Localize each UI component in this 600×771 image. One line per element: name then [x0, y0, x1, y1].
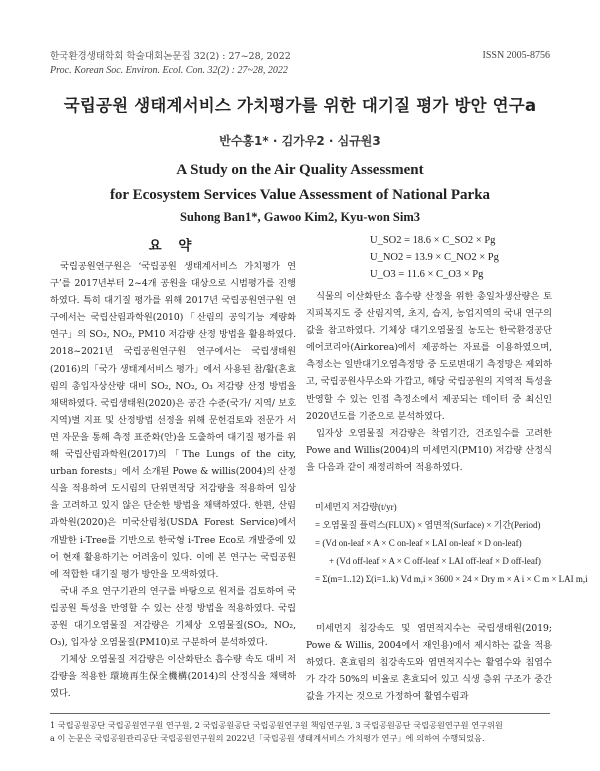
body-paragraph: 식물의 이산화탄소 흡수량 산정을 위한 총일차생산량은 토지피복지도 중 산림지역, 초지, 습지, 농업지역의 국내 연구의 값을 참고하였다. 기체상 대기오염물질 농도는 한국환경공단 에어코리아(Airkorea)에서 제공하는 자료를 이용하였으며, 측정소는 일반대기오염측정망 중 도로변대기 측정망은 제외하고, 국립공원사무소와 가깝고, 해당 국립공원의 지역적 특성을 반영할 수 있는 인접 측정소에서 제공되는 데이터 중 최신인 2020년도를 기준으로 분석하였다. [306, 291, 552, 422]
right-column-bottom [306, 620, 552, 705]
gas-equations [370, 232, 499, 283]
abstract-heading: 요 약 [148, 238, 198, 254]
footnote-affiliations: 1 국립공원공단 국립공원연구원 연구원, 2 국립공원공단 국립공원연구원 책임연구원, 3 국립공원공단 국립공원연구원 연구위원 [50, 720, 503, 730]
abstract-left-column [50, 258, 296, 702]
formula-line: = (Vd on-leaf × A × C on-leaf × LAI on-leaf × D on-leaf) [315, 538, 522, 548]
right-column-top [306, 288, 552, 476]
title-english [0, 158, 600, 208]
formula-line: + (Vd off-leaf × A × C off-leaf × LAI off-leaf × D off-leaf) [329, 556, 541, 566]
equation-no2: U_NO2 = 13.9 × C_NO2 × Pg [370, 252, 499, 263]
formula-line: = 오염물질 플럭스(FLUX) × 엽면적(Surface) × 기간(Period) [315, 520, 541, 530]
equation-o3: U_O3 = 11.6 × C_O3 × Pg [370, 269, 484, 280]
body-paragraph: 미세먼지 침강속도 및 엽면적지수는 국립생태원(2019; Powe & Willis, 2004에서 재인용)에서 제시하는 값을 적용하였다. 혼효림의 침강속도와 엽면적지수는 활엽수와 침엽수가 각각 50%의 비율로 혼효되어 있고 식생 층위 구조가 중간값을 가지는 것으로 가정하여 활엽수림과 [306, 623, 552, 703]
pm10-formula [315, 498, 588, 588]
abstract-paragraph: 국내 주요 연구기관의 연구를 바탕으로 원저를 검토하여 국립공원 특성을 반영할 수 있는 산정 방법을 적용하였다. 국립공원 대기오염물질 저감량은 기체상 오염물질(SO₂, NO₂, O₃), 입자상 오염물질(PM10)로 구분하여 분석하였다. [50, 585, 296, 649]
body-paragraph: 입자상 오염물질 저감량은 착엽기간, 건조일수를 고려한 Powe and Willis(2004)의 미세먼지(PM10) 저감량 산정식을 다음과 같이 재정리하여 적용하였다. [306, 427, 552, 473]
authors-korean: 반수홍1* · 김가우2 · 심규원3 [219, 134, 381, 148]
abstract-paragraph: 기체상 오염물질 저감량은 이산화탄소 흡수량 속도 대비 저감량을 적용한 環境再生保全機構(2014)의 산정식을 채택하였다. [50, 654, 296, 700]
journal-header [50, 50, 291, 78]
title-korean: 국립공원 생태계서비스 가치평가를 위한 대기질 평가 방안 연구a [63, 96, 537, 115]
title-english-line-1: A Study on the Air Quality Assessment [176, 162, 424, 178]
formula-title: 미세먼지 저감량(t/yr) [315, 502, 397, 512]
authors-english: Suhong Ban1*, Gawoo Kim2, Kyu-won Sim3 [180, 210, 420, 224]
abstract-paragraph: 국립공원연구원은 ‘국립공원 생태계서비스 가치평가 연구’를 2017년부터 2~4개 공원을 대상으로 시범평가를 진행하였다. 특히 대기질 평가를 위해 2017년 국립공원연구원 연구에서는 국립산림과학원(2010)「산림의 공익기능 계량화 연구」의 SO₂, NO₂, PM10 저감량 산정 방법을 활용하였다. 2018~2021년 국립공원연구원 연구에서는 국립생태원(2016)의「국가 생태계서비스 평가」에서 사용된 참/활(혼효림의 총입자상산량 대비 SO₂, NO₂, O₃ 저감량 산정 방법을 채택하였다. 국립생태원(2020)은 공간 수준(국가/ 지역/ 보호지역)별 지표 및 산정방법 선정을 위해 문헌검토와 전문가 서면 자문을 통해 측정 표준화(안)을 도출하여 대기질 평가를 위해 국립산림과학원(2017)의「The Lungs of the city, urban forests」에서 소개된 Powe & willis(2004)의 산정식을 적용하여 도시림의 단위면적당 저감량을 적용하여 임상을 고려하고 있지 않은 단순한 방법을 채택하였다. 한편, 산림과학원(2020)은 미국산림청(USDA Forest Service)에서 개발한 i-Tree를 기반으로 한국형 i-Tree Eco로 개발중에 있어 현재 활용하기는 어려움이 있다. 이에 본 연구는 국립공원에 적합한 대기질 평가 방안을 모색하였다. [50, 261, 296, 580]
footnote-funding: a 이 논문은 국립공원관리공단 국립공원연구원의 2022년「국립공원 생태계서비스 가치평가 연구」에 의하여 수행되었음. [50, 733, 485, 743]
formula-line: = Σ(m=1..12) Σ(i=1..k) Vd m,i × 3600 × 24 × Dry m × A i × C m × LAI m,i [315, 574, 588, 584]
footnote-divider [50, 713, 550, 714]
journal-name-ko: 한국환경생태학회 학술대회논문집 32(2) : 27~28, 2022 [50, 51, 291, 62]
equation-so2: U_SO2 = 18.6 × C_SO2 × Pg [370, 235, 496, 246]
issn: ISSN 2005-8756 [482, 50, 550, 61]
journal-name-en: Proc. Korean Soc. Environ. Ecol. Con. 32(2) : 27~28, 2022 [50, 65, 288, 76]
title-english-line-2: for Ecosystem Services Value Assessment of National Parka [109, 187, 491, 203]
footnotes [50, 719, 560, 745]
